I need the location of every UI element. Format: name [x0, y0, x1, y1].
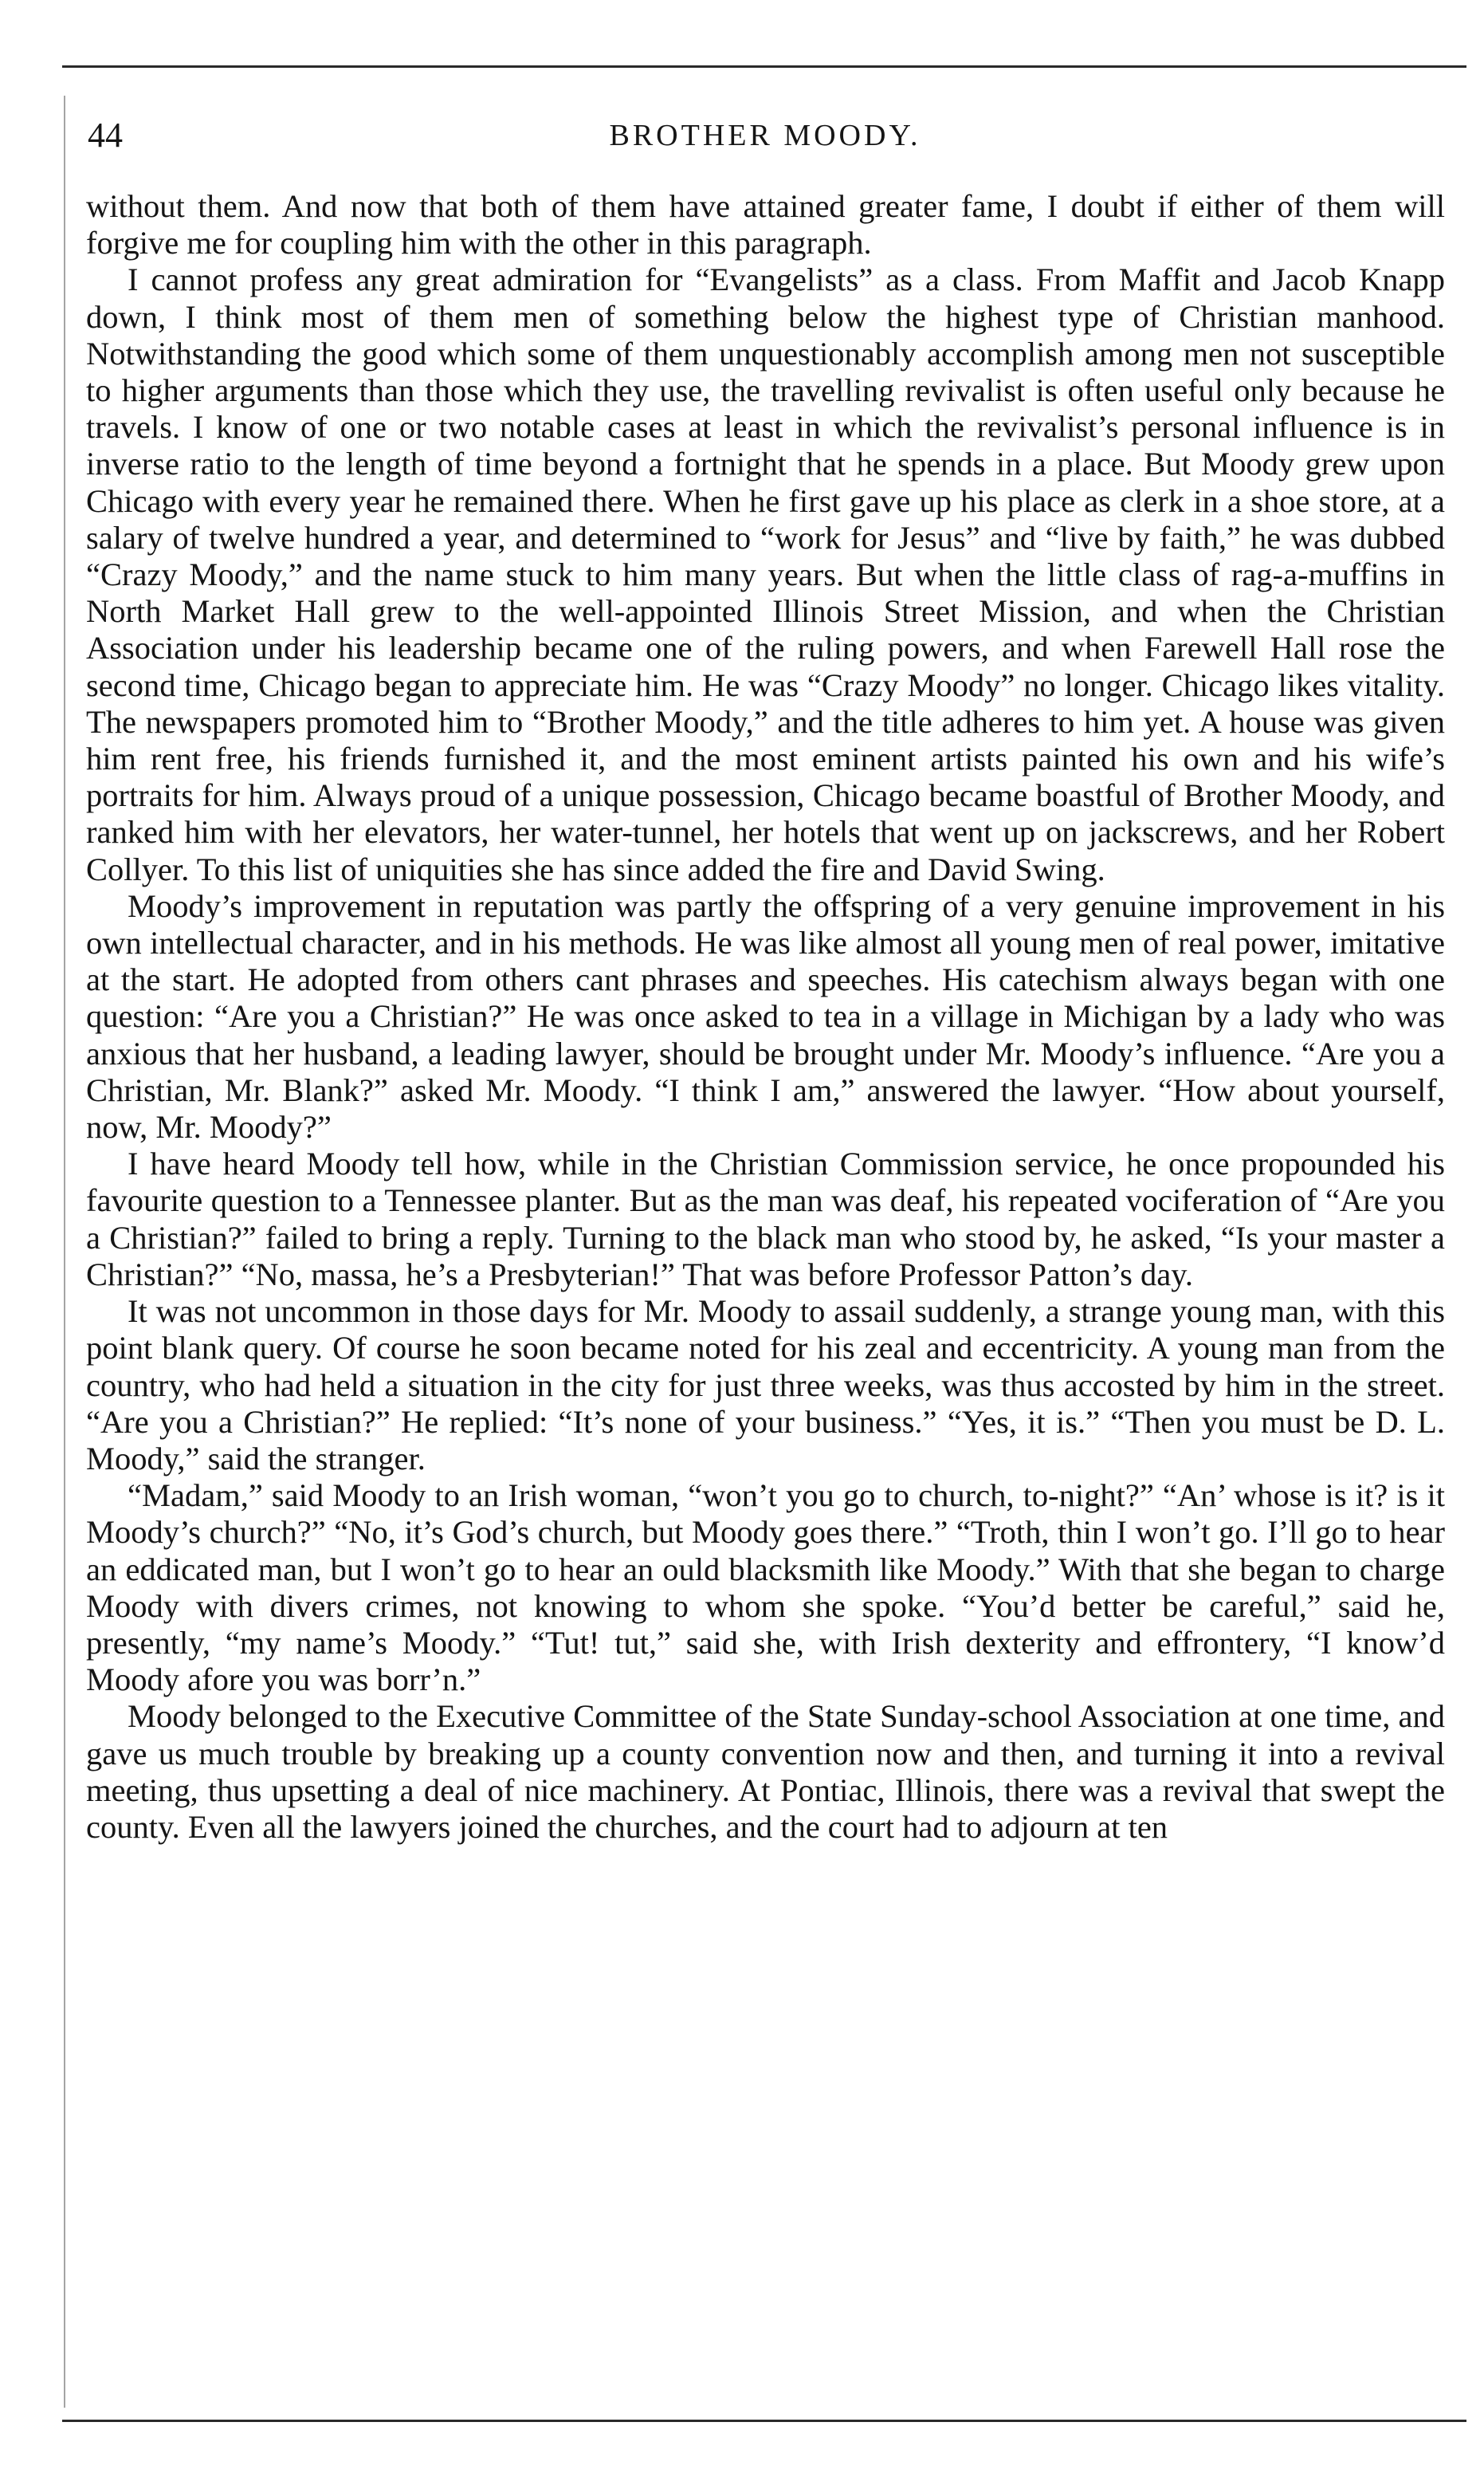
left-margin-rule [64, 96, 65, 2408]
paragraph-irish-woman: “Madam,” said Moody to an Irish woman, “won’t you go to church, to-night?” “An’ whose is it? is it Moody’s church?” “No, it’s God’s church, but Moody goes there.” “Troth, thin I won’t go. I’ll go to hear an eddicated man, but I won’t go to hear an ould blacksmith like Moody.” With that she began to charge Moody with divers crimes, not knowing to whom she spoke. “You’d better be careful,” said he, presently, “my name’s Moody.” “Tut! tut,” said she, with Irish dexterity and effrontery, “I know’d Moody afore you was borr’n.” [86, 1477, 1445, 1698]
paragraph-improvement: Moody’s improvement in reputation was partly the offspring of a very genuine improvement in his own intellectual character, and in his methods. He was like almost all young men of real power, imitative at the start. He adopted from others cant phrases and speeches. His catechism always began with one question: “Are you a Christian?” He was once asked to tea in a village in Michigan by a lady who was anxious that her husband, a leading lawyer, should be brought under Mr. Moody’s influence. “Are you a Christian, Mr. Blank?” asked Mr. Moody. “I think I am,” answered the lawyer. “How about yourself, now, Mr. Moody?” [86, 887, 1445, 1146]
bottom-rule [62, 2420, 1466, 2422]
body-text [86, 188, 1445, 1846]
top-rule [62, 65, 1466, 68]
paragraph-evangelists: I cannot profess any great admiration for “Evangelists” as a class. From Maffit and Jacob Knapp down, I think most of them men of something below the highest type of Christian manhood. Notwithstanding the good which some of them unquestionably accomplish among men not susceptible to higher arguments than those which they use, the travelling revivalist is often useful only because he travels. I know of one or two notable cases at least in which the revivalist’s personal influence is in inverse ratio to the length of time beyond a fortnight that he spends in a place. But Moody grew upon Chicago with every year he remained there. When he first gave up his place as clerk in a shoe store, at a salary of twelve hundred a year, and determined to “work for Jesus” and “live by faith,” he was dubbed “Crazy Moody,” and the name stuck to him many years. But when the little class of rag-a-muffins in North Market Hall grew to the well-appointed Illinois Street Mission, and when the Christian Association under his leadership became one of the ruling powers, and when Farewell Hall rose the second time, Chicago began to appreciate him. He was “Crazy Moody” no longer. Chicago likes vitality. The newspapers promoted him to “Brother Moody,” and the title adheres to him yet. A house was given him rent free, his friends furnished it, and the most eminent artists painted his own and his wife’s portraits for him. Always proud of a unique possession, Chicago became boastful of Brother Moody, and ranked him with her elevators, her water-tunnel, her hotels that went up on jackscrews, and her Robert Collyer. To this list of uniquities she has since added the fire and David Swing. [86, 261, 1445, 887]
running-head: BROTHER MOODY. [609, 119, 921, 152]
paragraph-continuation: without them. And now that both of them have attained greater fame, I doubt if either of them will forgive me for coupling him with the other in this paragraph. [86, 188, 1445, 261]
paragraph-tennessee-planter: I have heard Moody tell how, while in the Christian Commission service, he once propounded his favourite question to a Tennessee planter. But as the man was deaf, his repeated vociferation of “Are you a Christian?” failed to bring a reply. Turning to the black man who stood by, he asked, “Is your master a Christian?” “No, massa, he’s a Presbyterian!” That was before Professor Patton’s day. [86, 1146, 1445, 1292]
paragraph-sunday-school: Moody belonged to the Executive Committee of the State Sunday-school Association at one time, and gave us much trouble by breaking up a county convention now and then, and turning it into a revival meeting, thus upsetting a deal of nice machinery. At Pontiac, Illinois, there was a revival that swept the county. Even all the lawyers joined the churches, and the court had to adjourn at ten [86, 1698, 1445, 1845]
page-number: 44 [88, 116, 123, 155]
page-header [88, 112, 1443, 159]
paragraph-point-blank-query: It was not uncommon in those days for Mr. Moody to assail suddenly, a strange young man, with this point blank query. Of course he soon became noted for his zeal and eccentricity. A young man from the country, who had held a situation in the city for just three weeks, was thus accosted by him in the street. “Are you a Christian?” He replied: “It’s none of your business.” “Yes, it is.” “Then you must be D. L. Moody,” said the stranger. [86, 1293, 1445, 1476]
